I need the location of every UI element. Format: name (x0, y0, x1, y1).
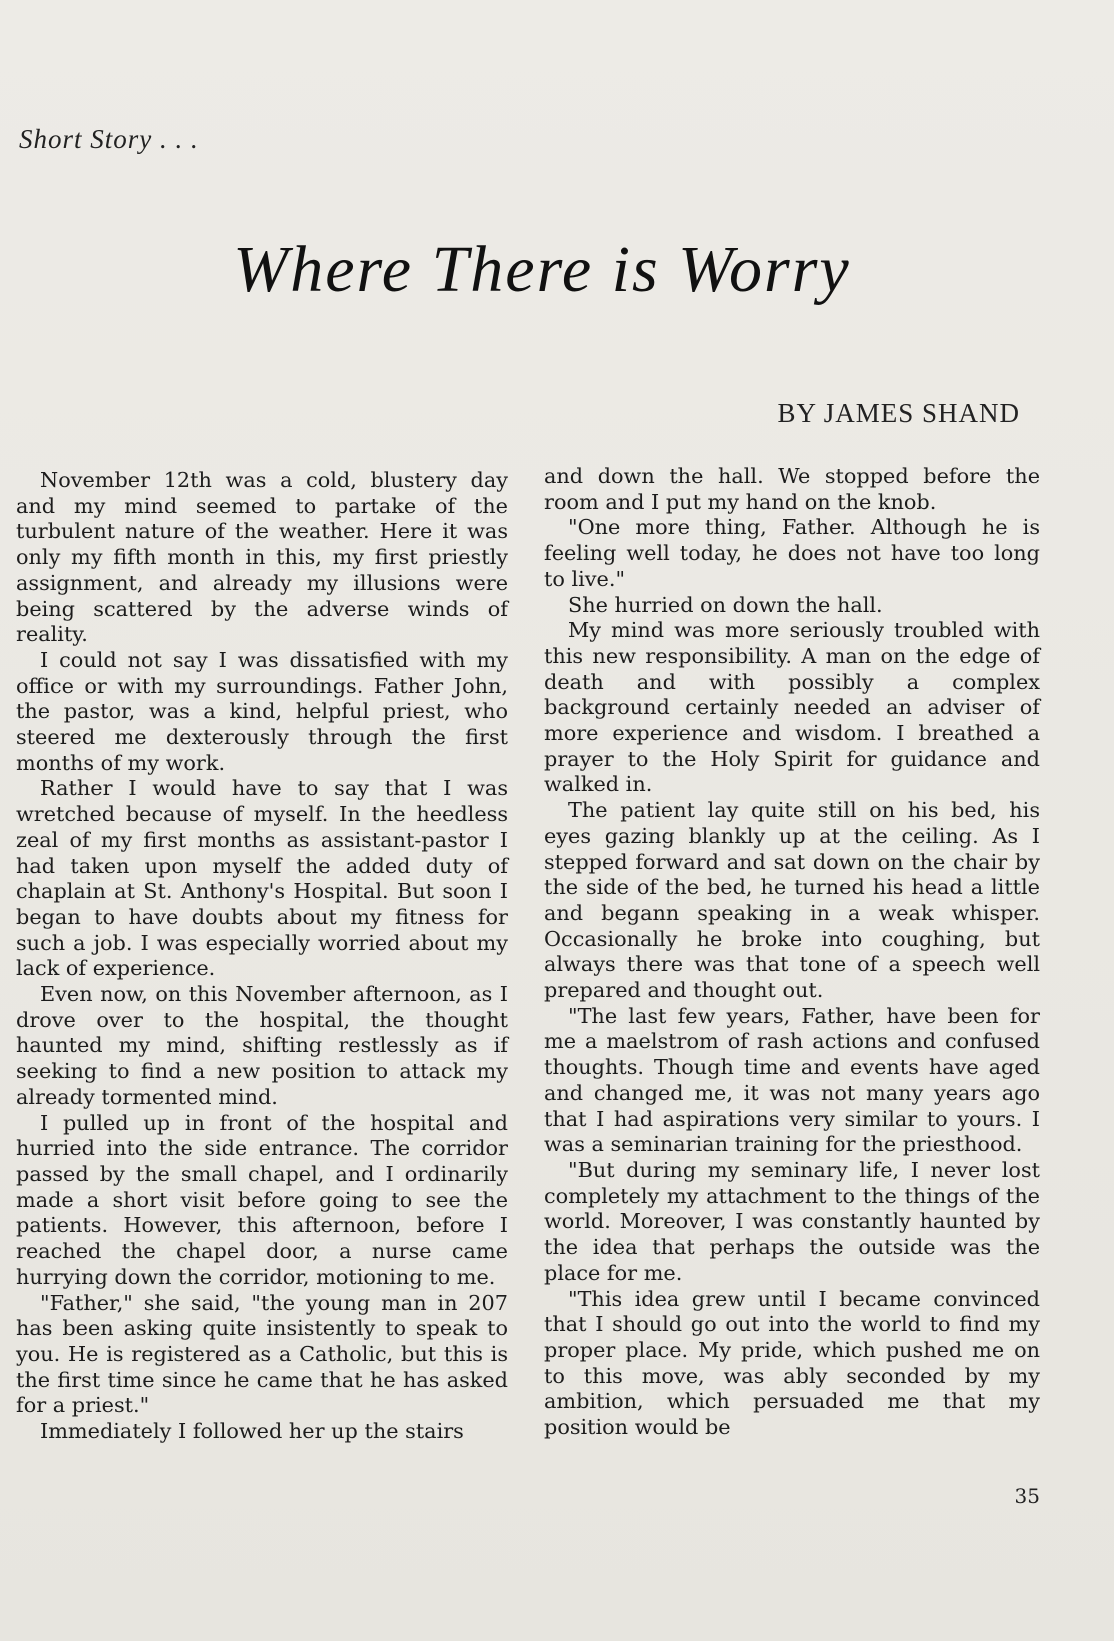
paragraph: "But during my seminary life, I never lost completely my attachment to the things of the world. Moreover, I was constantly haunted by the idea that perhaps the outside was the place for me. (544, 1157, 1040, 1285)
paragraph: I pulled up in front of the hospital and hurried into the side entrance. The corridor passed by the small chapel, and I ordinarily made a short visit before going to see the patients. However, this afternoon, before I reached the chapel door, a nurse came hurrying down the corridor, motioning to me. (16, 1110, 508, 1289)
section-label: Short Story . . . (19, 124, 199, 154)
paragraph: "The last few years, Father, have been for me a maelstrom of rash actions and confused thoughts. Though time and events have aged and changed me, it was not many years ago that I had aspirations very similar to yours. I was a seminarian training for the priesthood. (544, 1003, 1040, 1157)
paragraph: Rather I would have to say that I was wretched because of myself. In the heedless zeal of my first months as assistant-pastor I had taken upon myself the added duty of chaplain at St. Anthony's Hospital. But soon I began to have doubts about my fitness for such a job. I was especially worried about my lack of experience. (16, 776, 508, 981)
paragraph: The patient lay quite still on his bed, his eyes gazing blankly up at the ceiling. As I stepped forward and sat down on the chair by the side of the bed, he turned his head a little and begann speaking in a weak whisper. Occasionally he broke into coughing, but always there was that tone of a speech well prepared and thought out. (544, 798, 1040, 1003)
paragraph: I could not say I was dissatisfied with my office or with my surroundings. Father John, the pastor, was a kind, helpful priest, who steered me dexterously through the first months of my work. (16, 647, 508, 775)
paragraph: My mind was more seriously troubled with this new responsibility. A man on the edge of death and with possibly a complex background certainly needed an adviser of more experience and wisdom. I breathed a prayer to the Holy Spirit for guidance and walked in. (544, 618, 1040, 797)
paragraph: She hurried on down the hall. (568, 592, 883, 617)
right-column (544, 464, 1040, 1441)
paragraph: and down the hall. We stopped before the room and I put my hand on the knob. (544, 464, 1040, 514)
author-byline: BY JAMES SHAND (777, 398, 1020, 428)
paragraph: "One more thing, Father. Although he is feeling well today, he does not have too long to live." (544, 515, 1040, 591)
page-number: 35 (1014, 1484, 1040, 1508)
paragraph: Even now, on this November afternoon, as I drove over to the hospital, the thought haunted my mind, shifting restlessly as if seeking to find a new position to attack my already tormented mind. (16, 982, 508, 1109)
left-column (16, 468, 508, 1445)
paragraph: "This idea grew until I became convinced that I should go out into the world to find my proper place. My pride, which pushed me on to this move, was ably seconded by my ambition, which persuaded me that my position would be (544, 1286, 1040, 1440)
paragraph: November 12th was a cold, blustery day and my mind seemed to partake of the turbulent nature of the weather. Here it was only my fifth month in this, my first priestly assignment, and already my illusions were being scattered by the adverse winds of reality. (16, 468, 508, 647)
story-title: Where There is Worry (233, 233, 851, 306)
paragraph: "Father," she said, "the young man in 207 has been asking quite insistently to speak to you. He is registered as a Catholic, but this is the first time since he came that he has asked for a priest." (16, 1290, 508, 1418)
paragraph: Immediately I followed her up the stairs (40, 1419, 464, 1444)
